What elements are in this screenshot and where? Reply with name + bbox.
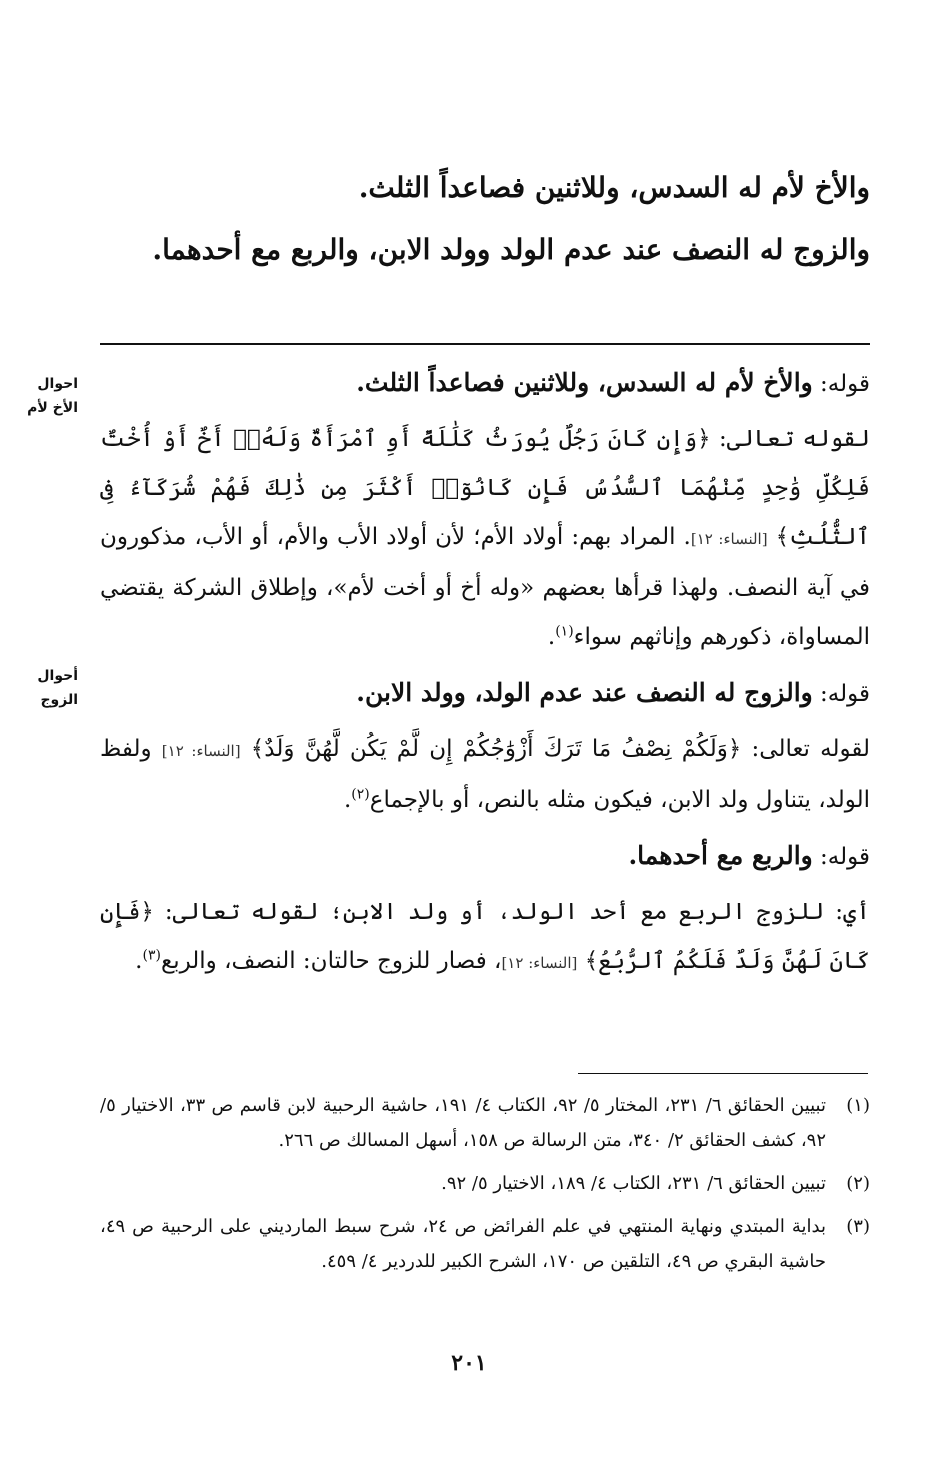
- intro-text: لقوله تعالى:: [719, 426, 870, 452]
- margin-note-brother: احوال الأخ لأم: [27, 376, 78, 416]
- body-text: ولفظ الولد، يتناول ولد الابن، فيكون مثله بالنص، أو بالإجماع: [100, 736, 870, 813]
- commentary-paragraph-4: [100, 725, 870, 825]
- footnote-number: (٣): [846, 1216, 870, 1237]
- footnote: [100, 1088, 870, 1158]
- verse-reference: [النساء: ١٢]: [161, 742, 241, 760]
- commentary-paragraph-2: [100, 415, 870, 662]
- commentary-paragraph-6: [100, 888, 870, 988]
- footnote-number: (٢): [846, 1173, 870, 1194]
- top-divider: [100, 343, 870, 345]
- qawluhu-label: قوله:: [820, 681, 870, 707]
- footnote-ref[interactable]: (٢): [351, 786, 370, 803]
- verse-reference: [النساء: ١٢]: [690, 530, 768, 548]
- qawluhu-label: قوله:: [820, 844, 870, 870]
- footnote-text: تبيين الحقائق ٦/ ٢٣١، المختار ٥/ ٩٢، الكتاب ٤/ ١٩١، حاشية الرحبية لابن قاسم ص ٣٣، الاختيار ٥/ ٩٢، كشف الحقائق ٢/ ٣٤٠، متن الرسالة ص ١٥٨، أسهل المسالك ص ٢٦٦.: [100, 1095, 826, 1151]
- footnote-number: (١): [846, 1095, 870, 1116]
- verse-reference: [النساء: ١٢]: [501, 954, 578, 972]
- quoted-matn: والأخ لأم له السدس، وللاثنين فصاعداً الثلث.: [356, 368, 813, 397]
- end-mark: .: [343, 787, 352, 813]
- page-number: ٢٠١: [451, 1350, 487, 1376]
- body-text: ، فصار للزوج حالتان: النصف، والربع: [160, 948, 502, 974]
- footnote: [100, 1166, 870, 1201]
- margin-note-husband: أحوال الزوج: [37, 668, 78, 708]
- footnote-text: تبيين الحقائق ٦/ ٢٣١، الكتاب ٤/ ١٨٩، الاختيار ٥/ ٩٢.: [441, 1173, 826, 1194]
- intro-text: أي: للزوج الربع مع أحد الولد، أو ولد الابن؛ لقوله تعالى:: [164, 899, 870, 925]
- commentary-paragraph-1: [100, 358, 870, 409]
- quoted-matn: والزوج له النصف عند عدم الولد، وولد الابن.: [356, 678, 813, 707]
- commentary-block: [100, 358, 870, 994]
- quran-verse: ﴿وَلَكُمْ نِصْفُ مَا تَرَكَ أَزْوَٰجُكُمْ إِن لَّمْ يَكُن لَّهُنَّ وَلَدٌ﴾: [250, 736, 742, 762]
- quran-verse: ﴿فَإِن كَانَ لَهُنَّ وَلَدٌ فَلَكُمُ ٱلرُّبُعُ﴾: [100, 899, 870, 974]
- footnote-ref[interactable]: (١): [555, 623, 574, 640]
- body-text: . المراد بهم: أولاد الأم؛ لأن أولاد الأب والأم، أو الأب، مذكورون في آية النصف. ولهذا قرأها بعضهم «وله أخ أو أخت لأم»، وإطلاق الشركة يقتضي المساواة، ذكورهم وإناثهم سواء: [100, 524, 870, 650]
- footnote-divider: [578, 1073, 868, 1074]
- matn-line-2: والزوج له النصف عند عدم الولد وولد الابن، والربع مع أحدهما.: [152, 233, 870, 266]
- footnote-text: بداية المبتدي ونهاية المنتهي في علم الفرائض ص ٢٤، شرح سبط المارديني على الرحبية ص ٤٩، حاشية البقري ص ٤٩، التلقين ص ١٧٠، الشرح الكبير للدردير ٤/ ٤٥٩.: [100, 1216, 826, 1272]
- quoted-matn: والربع مع أحدهما.: [628, 841, 813, 870]
- footnote: [100, 1209, 870, 1279]
- matn-text-block: [100, 160, 870, 284]
- matn-line-1: والأخ لأم له السدس، وللاثنين فصاعداً الثلث.: [358, 171, 870, 204]
- end-mark: .: [547, 624, 556, 650]
- qawluhu-label: قوله:: [820, 371, 870, 397]
- footnote-ref[interactable]: (٣): [142, 947, 161, 964]
- quran-verse: ﴿وَإِن كَانَ رَجُلٌ يُورَثُ كَلَٰلَةً أَوِ ٱمْرَأَةٌ وَلَهُۥٓ أَخٌ أَوْ أُخْتٌ فَلِكُلِّ وَٰحِدٍ مِّنْهُمَا ٱلسُّدُسُ فَإِن كَانُوٓا۟ أَكْثَرَ مِن ذَٰلِكَ فَهُمْ شُرَكَآءُ فِى ٱلثُّلُثِ﴾: [100, 426, 870, 550]
- end-mark: .: [135, 948, 143, 974]
- footnotes-block: [100, 1088, 870, 1287]
- intro-text: لقوله تعالى:: [751, 736, 871, 762]
- commentary-paragraph-5: [100, 831, 870, 882]
- commentary-paragraph-3: [100, 668, 870, 719]
